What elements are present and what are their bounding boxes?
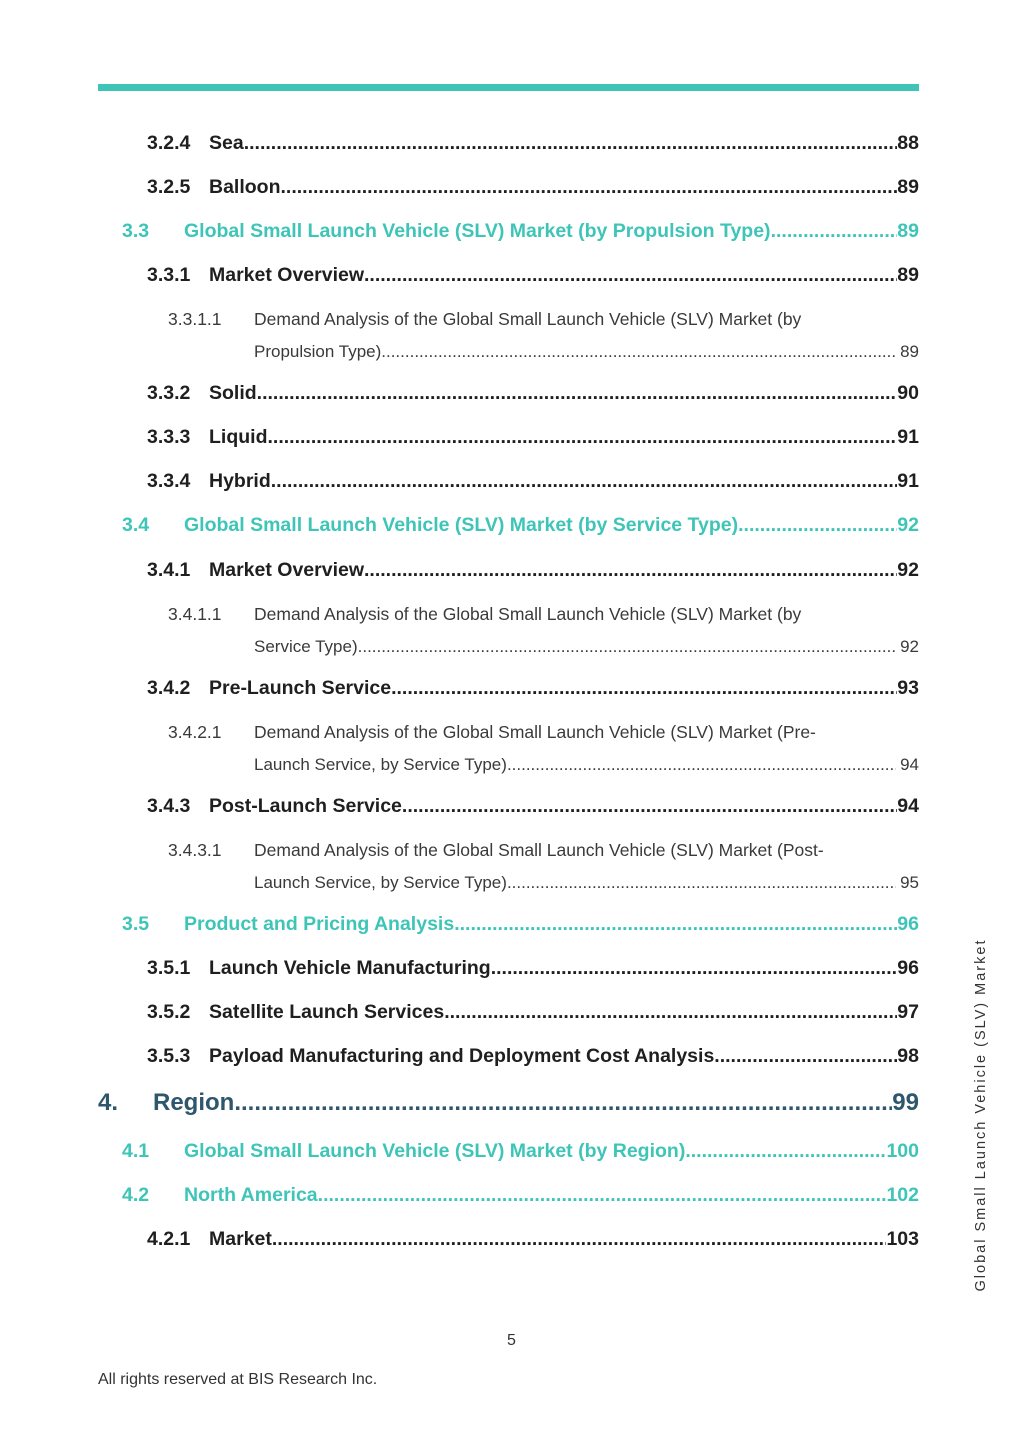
side-running-title: Global Small Launch Vehicle (SLV) Market [973,938,989,1292]
toc-entry-3-4-2-1[interactable] [168,722,919,743]
toc-entry-3-4-3-1-continued[interactable] [254,873,919,893]
toc-entry-4-2[interactable] [122,1184,919,1207]
toc-page-number: 97 [897,1001,919,1023]
toc-leader-dots [507,755,896,775]
toc-leader-dots [444,1001,897,1024]
toc-page-number: 98 [897,1045,919,1067]
toc-page-number: 91 [897,470,919,492]
toc-number: 3.3 [122,220,150,242]
page-number: 5 [507,1332,516,1349]
toc-number: 3.4.3.1 [168,840,222,860]
toc-title: Region [153,1089,235,1116]
toc-entry-4-2-1[interactable] [147,1228,919,1251]
toc-title: Demand Analysis of the Global Small Launch Vehicle (SLV) Market (by [254,309,802,329]
toc-title-continued: Launch Service, by Service Type) [254,873,507,892]
toc-number: 3.3.3 [147,426,191,448]
toc-title-continued: Launch Service, by Service Type) [254,755,507,774]
toc-title-continued: Service Type) [254,637,358,656]
toc-leader-dots [244,132,898,155]
toc-entry-3-4[interactable] [122,514,919,537]
toc-page-number: 89 [897,176,919,198]
toc-title: Launch Vehicle Manufacturing [209,957,491,979]
toc-entry-3-4-1[interactable] [147,559,919,582]
toc-leader-dots [272,1228,887,1251]
toc-number: 3.4.1.1 [168,604,222,624]
toc-leader-dots [402,795,897,818]
toc-entry-3-3[interactable] [122,220,919,243]
toc-page-number: 93 [897,677,919,699]
toc-leader-dots [358,637,896,657]
toc-leader-dots [267,426,897,449]
toc-page-number: 89 [900,342,919,361]
toc-title: Balloon [209,176,281,198]
toc-number: 3.4 [122,514,150,536]
toc-leader-dots [364,559,897,582]
toc-number: 3.4.1 [147,559,191,581]
toc-entry-3-3-4[interactable] [147,470,919,493]
toc-entry-3-2-4[interactable] [147,132,919,155]
toc-page-number: 91 [897,426,919,448]
toc-number: 3.2.4 [147,132,191,154]
toc-number: 3.5 [122,913,150,935]
toc-page-number: 90 [897,382,919,404]
toc-title: Pre-Launch Service [209,677,392,699]
toc-page-number: 92 [897,514,919,536]
toc-title: Global Small Launch Vehicle (SLV) Market (by Service Type) [184,514,739,536]
toc-number: 3.5.3 [147,1045,191,1067]
toc-page-number: 92 [897,559,919,581]
toc-number: 3.3.4 [147,470,191,492]
toc-title: Satellite Launch Services [209,1001,445,1023]
toc-leader-dots [318,1184,887,1207]
toc-entry-3-5-1[interactable] [147,957,919,980]
toc-title: Hybrid [209,470,271,492]
toc-entry-3-4-2-1-continued[interactable] [254,755,919,775]
toc-leader-dots [364,264,897,287]
toc-entry-3-4-3[interactable] [147,795,919,818]
toc-leader-dots [714,1045,897,1068]
toc-page-number: 96 [897,913,919,935]
toc-title: Demand Analysis of the Global Small Launch Vehicle (SLV) Market (Pre- [254,722,816,742]
toc-entry-3-3-1-1[interactable] [168,309,919,330]
toc-title: Product and Pricing Analysis [184,913,455,935]
toc-entry-3-5-2[interactable] [147,1001,919,1024]
toc-leader-dots [685,1140,886,1163]
toc-leader-dots [234,1089,892,1117]
toc-number: 3.5.2 [147,1001,191,1023]
toc-entry-3-4-1-1[interactable] [168,604,919,625]
toc-page-number: 94 [900,755,919,774]
toc-leader-dots [257,382,898,405]
toc-page-number: 103 [886,1228,919,1250]
toc-page-number: 94 [897,795,919,817]
toc-number: 3.3.1.1 [168,309,222,329]
toc-leader-dots [771,220,898,243]
toc-title: Payload Manufacturing and Deployment Cost Analysis [209,1045,715,1067]
toc-number: 3.4.2.1 [168,722,222,742]
toc-number: 4.2 [122,1184,150,1206]
toc-title: Market Overview [209,559,365,581]
toc-title-continued: Propulsion Type) [254,342,382,361]
toc-entry-3-4-1-1-continued[interactable] [254,637,919,657]
toc-entry-3-4-3-1[interactable] [168,840,919,861]
toc-number: 4.1 [122,1140,150,1162]
toc-entry-3-5-3[interactable] [147,1045,919,1068]
header-accent-bar [98,84,919,91]
footer-copyright: All rights reserved at BIS Research Inc. [98,1371,378,1388]
toc-entry-4[interactable] [98,1089,919,1117]
toc-number: 3.5.1 [147,957,191,979]
toc-title: Demand Analysis of the Global Small Launch Vehicle (SLV) Market (by [254,604,802,624]
toc-title: Global Small Launch Vehicle (SLV) Market (by Propulsion Type) [184,220,771,242]
toc-page-number: 89 [897,264,919,286]
toc-entry-3-3-3[interactable] [147,426,919,449]
toc-leader-dots [507,873,896,893]
toc-title: Market Overview [209,264,365,286]
toc-number: 3.3.2 [147,382,191,404]
toc-entry-3-5[interactable] [122,913,919,936]
toc-title: Sea [209,132,244,154]
toc-title: Solid [209,382,257,404]
toc-entry-3-3-2[interactable] [147,382,919,405]
toc-entry-4-1[interactable] [122,1140,919,1163]
toc-number: 3.4.3 [147,795,191,817]
toc-leader-dots [281,176,898,199]
toc-title: North America [184,1184,318,1206]
toc-page-number: 92 [900,637,919,656]
toc-page-number: 89 [897,220,919,242]
toc-number: 4.2.1 [147,1228,191,1250]
toc-title: Market [209,1228,272,1250]
toc-page-number: 100 [886,1140,919,1162]
toc-page-number: 88 [897,132,919,154]
toc-title: Post-Launch Service [209,795,402,817]
toc-leader-dots [381,342,896,362]
toc-page-number: 95 [900,873,919,892]
toc-entry-3-3-1[interactable] [147,264,919,287]
toc-title: Liquid [209,426,268,448]
toc-number: 3.2.5 [147,176,191,198]
toc-page-number: 102 [886,1184,919,1206]
toc-number: 4. [98,1089,119,1116]
toc-page-number: 96 [897,957,919,979]
toc-title: Global Small Launch Vehicle (SLV) Market (by Region) [184,1140,686,1162]
toc-page-number: 99 [892,1089,919,1116]
toc-entry-3-3-1-1-continued[interactable] [254,342,919,362]
toc-leader-dots [271,470,898,493]
toc-leader-dots [738,514,897,537]
toc-number: 3.3.1 [147,264,191,286]
toc-number: 3.4.2 [147,677,191,699]
toc-leader-dots [454,913,897,936]
toc-leader-dots [491,957,898,980]
toc-leader-dots [391,677,897,700]
toc-title: Demand Analysis of the Global Small Launch Vehicle (SLV) Market (Post- [254,840,824,860]
toc-entry-3-2-5[interactable] [147,176,919,199]
toc-entry-3-4-2[interactable] [147,677,919,700]
